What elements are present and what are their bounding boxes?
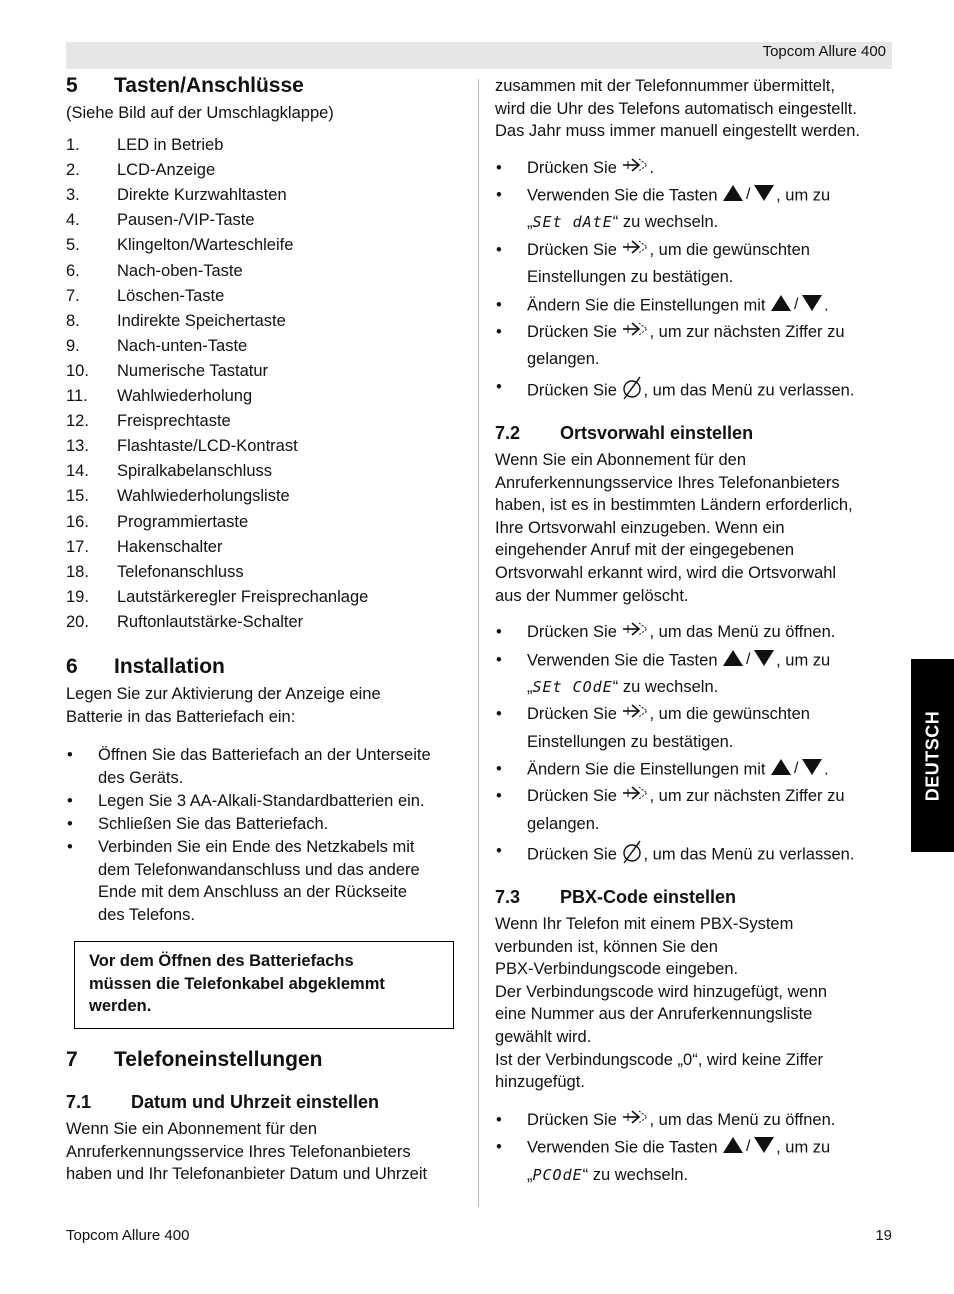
list-item: • Verbinden Sie ein Ende des Netzkabels mit dem Telefonwandanschluss und das andere Ende mit dem Anschluss an der Rückseite des Telefons. xyxy=(67,838,420,924)
up-down-icon xyxy=(770,294,824,319)
section-5-heading xyxy=(66,75,304,98)
list-item xyxy=(66,134,223,157)
list-item xyxy=(66,561,244,584)
list-item-number: 9. xyxy=(66,336,80,355)
list-item-number: 16. xyxy=(66,512,89,531)
lcd-text: SEt dAtE xyxy=(532,213,613,231)
list-item-number: 18. xyxy=(66,562,89,581)
list-item-label: Flashtaste/LCD-Kontrast xyxy=(117,437,298,456)
list-item xyxy=(66,385,252,408)
list-item xyxy=(66,285,224,308)
section-7-3-text: Wenn Ihr Telefon mit einem PBX-System verbunden ist, können Sie den PBX-Verbindungscode eingeben. Der Verbindungscode wird hinzugefügt, wenn eine Nummer aus der Anruferkennungsliste gewählt wird. Ist der Verbindungscode „0“, wird keine Ziffer hinzugefügt. xyxy=(495,915,828,1092)
section-title: Tasten/Anschlüsse xyxy=(114,74,304,97)
svg-text:/: / xyxy=(746,1138,751,1154)
list-item-label: Pausen-/VIP-Taste xyxy=(117,211,255,230)
footer-title: Topcom Allure 400 xyxy=(66,1227,190,1244)
list-item: • Drücken Sie , um die gewünschten xyxy=(495,703,810,726)
list-item-label: Lautstärkeregler Freisprechanlage xyxy=(117,587,369,606)
list-item-continuation: „SEt dAtE“ zu wechseln. xyxy=(527,213,719,231)
list-item-continuation: „PCOdE“ zu wechseln. xyxy=(527,1166,689,1184)
list-item xyxy=(66,410,231,433)
list-item-continuation: „SEt COdE“ zu wechseln. xyxy=(527,678,719,696)
list-item-label: Hakenschalter xyxy=(117,537,223,556)
enter-arrow-icon xyxy=(621,321,649,344)
list-item: • Drücken Sie , um die gewünschten xyxy=(495,239,810,262)
section-6-heading xyxy=(66,656,225,679)
column-divider xyxy=(478,79,479,1207)
page-number: 19 xyxy=(875,1227,892,1244)
list-item-number: 4. xyxy=(66,211,80,230)
list-item-label: Nach-oben-Taste xyxy=(117,261,243,280)
list-item: • Verwenden Sie die Tasten / , um zu xyxy=(495,1136,830,1161)
list-item-number: 2. xyxy=(66,161,80,180)
section-5-subtitle: (Siehe Bild auf der Umschlagklappe) xyxy=(66,104,334,122)
svg-text:/: / xyxy=(746,186,751,202)
list-item xyxy=(66,310,286,333)
section-7-1-heading: 7.1 Datum und Uhrzeit einstellen xyxy=(66,1092,380,1112)
section-title: Installation xyxy=(114,655,225,678)
side-tab-label: DEUTSCH xyxy=(922,710,942,801)
list-item-number: 11. xyxy=(66,387,88,405)
section-7-heading xyxy=(66,1049,322,1072)
list-item-number: 13. xyxy=(66,437,89,456)
up-down-icon xyxy=(722,1136,776,1161)
list-item: • Drücken Sie , um das Menü zu öffnen. xyxy=(495,1109,835,1132)
list-item xyxy=(66,485,290,508)
list-item xyxy=(66,234,293,257)
section-number: 6 xyxy=(66,655,78,678)
list-item-continuation: Einstellungen zu bestätigen. xyxy=(527,733,734,751)
slashed-circle-icon xyxy=(621,376,643,407)
list-item xyxy=(66,435,298,458)
list-item: • Drücken Sie , um das Menü zu verlassen. xyxy=(495,376,854,407)
list-item-number: 1. xyxy=(66,136,80,154)
lcd-text: SEt COdE xyxy=(532,678,613,696)
list-item-continuation: gelangen. xyxy=(527,815,600,833)
list-item xyxy=(66,260,243,283)
svg-text:/: / xyxy=(746,651,751,667)
up-down-icon xyxy=(770,758,824,783)
list-item: • Verwenden Sie die Tasten / , um zu xyxy=(495,649,830,674)
list-item-number: 10. xyxy=(66,361,89,380)
up-down-icon xyxy=(722,184,776,209)
header-bar xyxy=(66,42,892,69)
list-item xyxy=(66,611,303,634)
header-title: Topcom Allure 400 xyxy=(762,43,886,60)
list-item-number: 12. xyxy=(66,412,89,431)
list-item xyxy=(66,460,272,483)
list-item-number: 19. xyxy=(66,587,89,606)
list-item-number: 14. xyxy=(66,462,89,481)
list-item-number: 17. xyxy=(66,537,89,556)
list-item: • Drücken Sie , um das Menü zu öffnen. xyxy=(495,621,835,644)
list-item-label: Numerische Tastatur xyxy=(117,361,269,380)
list-item-continuation: gelangen. xyxy=(527,350,600,368)
list-item: • Ändern Sie die Einstellungen mit / . xyxy=(495,758,829,783)
list-item-label: Programmiertaste xyxy=(117,512,249,531)
list-item-label: LCD-Anzeige xyxy=(117,161,216,180)
lcd-text: PCOdE xyxy=(532,1166,583,1184)
list-item-label: Wahlwiederholung xyxy=(117,387,253,405)
section-6-intro-line-1: Legen Sie zur Aktivierung der Anzeige eine xyxy=(66,685,381,703)
svg-text:/: / xyxy=(794,760,799,776)
list-item: • Öffnen Sie das Batteriefach an der Unterseite des Geräts. xyxy=(67,746,431,787)
list-item-number: 3. xyxy=(66,186,80,205)
list-item-number: 7. xyxy=(66,286,80,305)
section-7-1-text: Wenn Sie ein Abonnement für den Anruferkennungsservice Ihres Telefonanbieters haben und Ihr Telefonanbieter Datum und Uhrzeit xyxy=(66,1120,428,1184)
list-item: • Drücken Sie . xyxy=(495,157,654,180)
list-item xyxy=(66,586,368,609)
list-item-label: Telefonanschluss xyxy=(117,562,244,581)
section-7-2-text: Wenn Sie ein Abonnement für den Anruferkennungsservice Ihres Telefonanbieters haben, ist es in bestimmten Ländern erforderlich, Ihre Ortsvorwahl einzugeben. Wenn ein eingehender Anruf mit der eingegebenen Ortsvorwahl erkannt wird, wird die Ortsvorwahl aus der Nummer gelöscht. xyxy=(495,451,853,605)
list-item-label: Wahlwiederholungsliste xyxy=(117,487,290,506)
enter-arrow-icon xyxy=(621,785,649,808)
section-number: 5 xyxy=(66,74,78,97)
list-item-number: 8. xyxy=(66,311,80,330)
list-item-number: 15. xyxy=(66,487,89,506)
list-item xyxy=(66,209,255,232)
list-item xyxy=(66,360,268,383)
list-item-label: Löschen-Taste xyxy=(117,286,225,305)
list-item: • Ändern Sie die Einstellungen mit / . xyxy=(495,294,829,319)
list-item-number: 20. xyxy=(66,612,89,631)
section-number: 7 xyxy=(66,1048,78,1071)
list-item: • Verwenden Sie die Tasten / , um zu xyxy=(495,184,830,209)
list-item-label: Freisprechtaste xyxy=(117,412,231,431)
list-item-label: Ruftonlautstärke-Schalter xyxy=(117,612,304,631)
section-7-3-heading: 7.3 PBX-Code einstellen xyxy=(495,887,737,907)
list-item xyxy=(66,511,248,534)
section-6-intro-line-2: Batterie in das Batteriefach ein: xyxy=(66,708,296,726)
list-item xyxy=(66,184,287,207)
list-item-label: Klingelton/Warteschleife xyxy=(117,236,294,255)
enter-arrow-icon xyxy=(621,157,649,180)
list-item: • Schließen Sie das Batteriefach. xyxy=(67,815,329,833)
warning-box: Vor dem Öffnen des Batteriefachs müssen die Telefonkabel abgeklemmt werden. xyxy=(74,941,454,1029)
list-item xyxy=(66,335,247,358)
section-title: Telefoneinstellungen xyxy=(114,1048,323,1071)
enter-arrow-icon xyxy=(621,239,649,262)
slashed-circle-icon xyxy=(621,840,643,871)
language-side-tab xyxy=(911,659,954,852)
section-7-1-text-continued: zusammen mit der Telefonnummer übermittelt, wird die Uhr des Telefons automatisch eingestellt. Das Jahr muss immer manuell eingestellt werden. xyxy=(495,77,860,141)
list-item: • Legen Sie 3 AA-Alkali-Standardbatterien ein. xyxy=(67,792,425,810)
list-item-label: Nach-unten-Taste xyxy=(117,336,248,355)
list-item xyxy=(66,536,222,559)
list-item-label: Direkte Kurzwahltasten xyxy=(117,186,287,205)
list-item: • Drücken Sie , um zur nächsten Ziffer zu xyxy=(495,321,845,344)
svg-text:/: / xyxy=(794,296,799,312)
list-item: • Drücken Sie , um zur nächsten Ziffer zu xyxy=(495,785,845,808)
enter-arrow-icon xyxy=(621,1109,649,1132)
list-item xyxy=(66,159,215,182)
enter-arrow-icon xyxy=(621,621,649,644)
list-item-continuation: Einstellungen zu bestätigen. xyxy=(527,268,734,286)
section-7-2-heading: 7.2 Ortsvorwahl einstellen xyxy=(495,423,754,443)
up-down-icon xyxy=(722,649,776,674)
list-item-number: 5. xyxy=(66,236,80,255)
list-item-number: 6. xyxy=(66,261,80,280)
list-item-label: Indirekte Speichertaste xyxy=(117,311,286,330)
enter-arrow-icon xyxy=(621,703,649,726)
list-item-label: Spiralkabelanschluss xyxy=(117,462,273,481)
list-item: • Drücken Sie , um das Menü zu verlassen. xyxy=(495,840,854,871)
list-item-label: LED in Betrieb xyxy=(117,136,224,154)
